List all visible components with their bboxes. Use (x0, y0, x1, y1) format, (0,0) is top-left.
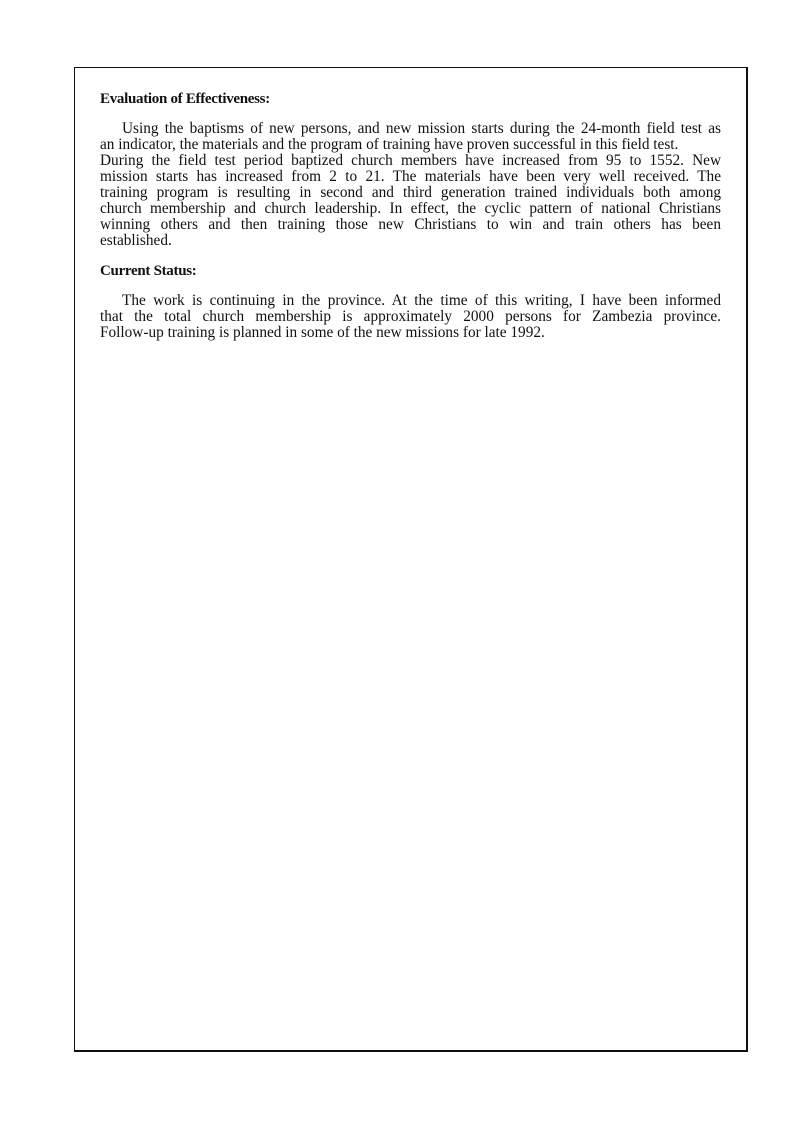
paragraph (100, 293, 721, 341)
text-line: winning others and then training those new Christians to win and train others has been (100, 216, 721, 233)
paragraph (100, 121, 721, 249)
section-current-status (100, 263, 721, 341)
text-line: an indicator, the materials and the program of training have proven successful in this field test. (100, 136, 679, 153)
text-line: During the field test period baptized church members have increased from 95 to 1552. New (100, 152, 721, 169)
text-line: Using the baptisms of new persons, and new mission starts during the 24-month field test as (122, 120, 721, 137)
section-heading: Current Status: (100, 263, 197, 279)
text-line: that the total church membership is approximately 2000 persons for Zambezia province. (100, 308, 721, 325)
section-evaluation (100, 91, 721, 249)
text-line: The work is continuing in the province. At the time of this writing, I have been informed (122, 292, 721, 309)
text-line: Follow-up training is planned in some of the new missions for late 1992. (100, 324, 545, 341)
text-line: church membership and church leadership. In effect, the cyclic pattern of national Christians (100, 200, 721, 217)
section-heading: Evaluation of Effectiveness: (100, 91, 270, 107)
document-body (100, 91, 721, 341)
text-line: mission starts has increased from 2 to 21. The materials have been very well received. The (100, 168, 721, 185)
text-line: established. (100, 232, 172, 249)
text-line: training program is resulting in second and third generation trained individuals both among (100, 184, 721, 201)
